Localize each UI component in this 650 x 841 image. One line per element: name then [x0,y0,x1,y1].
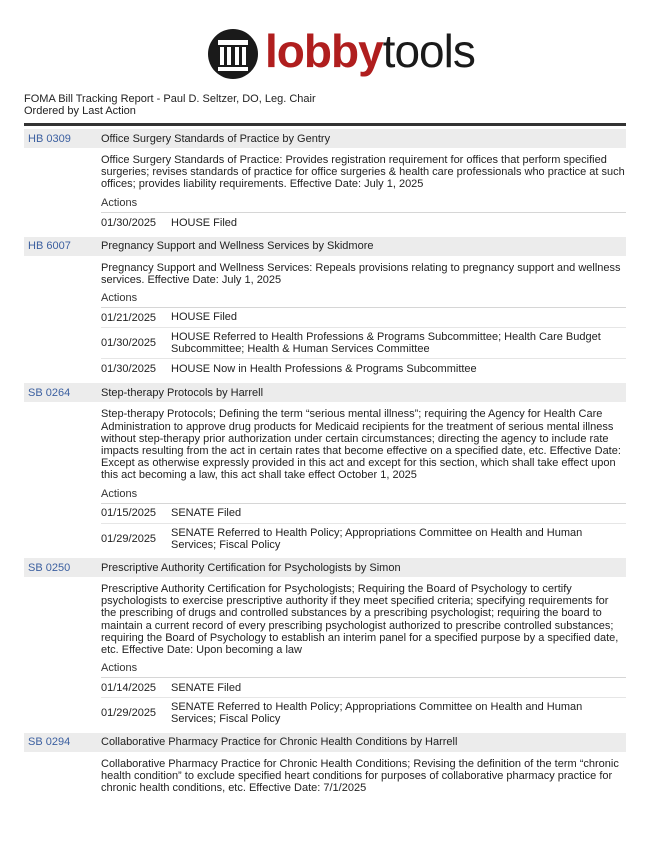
action-date: 01/30/2025 [101,363,157,376]
action-date: 01/29/2025 [101,532,157,545]
bill-title: Step-therapy Protocols by Harrell [101,386,264,399]
action-text: SENATE Filed [171,507,242,520]
bill-number-link[interactable]: SB 0250 [28,561,71,574]
action-date: 01/14/2025 [101,681,157,694]
bill-title: Office Surgery Standards of Practice by Gentry [101,132,331,145]
actions-label: Actions [101,195,626,213]
action-text: SENATE Referred to Health Policy; Appropriations Committee on Health and Human Services; Fiscal Policy [171,526,583,551]
action-row [101,524,626,554]
bill-description: Pregnancy Support and Wellness Services: Repeals provisions relating to pregnancy support and wellness services. Effective Date: July 1, 2025 [101,261,621,286]
action-text: HOUSE Filed [171,311,238,324]
action-row [101,698,626,728]
bill-item [24,129,626,233]
action-text: HOUSE Referred to Health Professions & Programs Subcommittee; Health Care Budget Subcommittee; Health & Human Services Committee [171,331,601,356]
bill-description: Prescriptive Authority Certification for Psychologists; Requiring the Board of Psychology to certify psychologists to exercise prescriptive authority if they meet specified criteria; specifying requirements for the prescribing of drugs and controlled substances by a prescribing psychologist; requiring the board to maintain a current record of every prescribing psychologist authorized to prescribe controlled substances; requiring the Board of Psychology to establish an interim panel for a specified purpose by a specified date, etc. Effective Date: Upon becoming a law [101,583,619,657]
bill-header [24,733,626,752]
actions-label: Actions [101,290,626,308]
action-row [101,308,626,328]
bill-title: Pregnancy Support and Wellness Services by Skidmore [101,240,374,253]
action-date: 01/29/2025 [101,707,157,720]
action-date: 01/15/2025 [101,507,157,520]
report-header [24,93,316,117]
report-subtitle: Ordered by Last Action [24,105,136,117]
bill-description: Collaborative Pharmacy Practice for Chronic Health Conditions; Revising the definition of the term “chronic health condition” to exclude specified heart conditions for purposes of collaborative pharmacy practice for chronic health conditions, etc. Effective Date: 7/1/2025 [101,757,619,795]
bill-description: Office Surgery Standards of Practice: Provides registration requirement for offices that perform specified surgeries; revises standards of practice for office surgeries & health care professionals who practice at such offices; provides liability requirements. Effective Date: July 1, 2025 [101,154,625,191]
action-row [101,504,626,524]
bill-description: Step-therapy Protocols; Defining the term “serious mental illness”; requiring the Agency for Health Care Administration to approve drug products for Medicaid recipients for the treatment of serious mental illness without step-therapy prior authorization under certain circumstances; directing the agency to include rate impacts resulting from the act in certain rates that become effective on a specified date, etc. Effective Date: Except as otherwise expressly provided in this act and except for this section, which shall take effect upon this act becoming a law, this act shall take effect October 1, 2025 [101,408,621,482]
action-date: 01/30/2025 [101,337,157,350]
bill-item [24,733,626,795]
bill-header [24,558,626,577]
bill-header [24,129,626,148]
action-row [101,328,626,359]
bill-item [24,237,626,380]
bill-number-link[interactable]: HB 6007 [28,240,71,253]
bill-item [24,558,626,729]
bill-title: Collaborative Pharmacy Practice for Chronic Health Conditions by Harrell [101,736,458,749]
bill-number-link[interactable]: HB 0309 [28,132,71,145]
actions-label: Actions [101,486,626,504]
bill-list [24,127,626,798]
action-text: HOUSE Filed [171,216,238,229]
bill-number-link[interactable]: SB 0294 [28,736,71,749]
action-text: SENATE Referred to Health Policy; Appropriations Committee on Health and Human Services; Fiscal Policy [171,701,583,726]
action-date: 01/21/2025 [101,311,157,324]
bill-item [24,383,626,554]
action-row [101,678,626,698]
action-text: HOUSE Now in Health Professions & Programs Subcommittee [171,363,477,376]
action-row [101,213,626,233]
actions-label: Actions [101,660,626,678]
header-divider [24,123,626,126]
action-row [101,359,626,379]
action-text: SENATE Filed [171,681,242,694]
capitol-pillars-icon [207,28,259,80]
logo-wordmark: lobbytools [265,25,475,77]
bill-number-link[interactable]: SB 0264 [28,386,71,399]
bill-header [24,383,626,402]
report-title: FOMA Bill Tracking Report - Paul D. Seltzer, DO, Leg. Chair [24,93,316,105]
bill-header [24,237,626,256]
lobbytools-logo [207,25,475,84]
action-date: 01/30/2025 [101,216,157,229]
bill-title: Prescriptive Authority Certification for Psychologists by Simon [101,561,401,574]
